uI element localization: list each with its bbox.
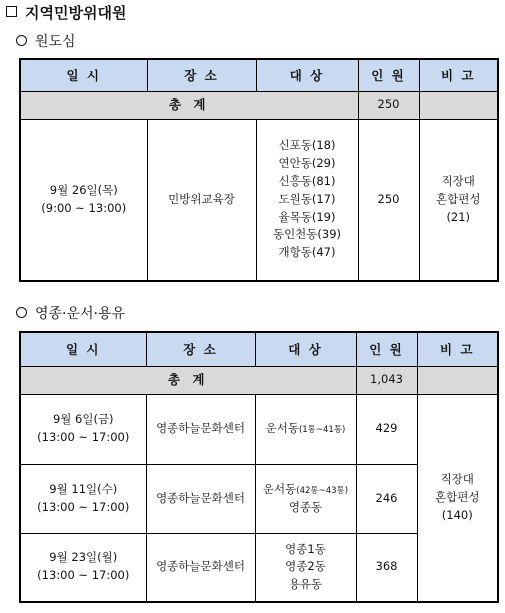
header-place: 장 소 [147, 59, 256, 91]
place-cell: 영종하늘문화센터 [146, 464, 255, 533]
count-cell: 368 [356, 533, 417, 602]
total-row [20, 366, 498, 394]
checkbox-square-icon [6, 6, 17, 17]
datetime-cell: 9월 26일(목) (9:00 ~ 13:00) [20, 119, 147, 281]
count-cell: 429 [356, 394, 417, 464]
header-row [20, 59, 498, 91]
header-count: 인 원 [356, 332, 417, 366]
circle-bullet-icon [16, 35, 27, 46]
table-row [20, 119, 498, 281]
target-cell: 신포동(18) 연안동(29) 신흥동(81) 도원동(17) 율목동(19) 동인천동(39) 개항동(47) [256, 119, 358, 281]
datetime-cell: 9월 23일(월) (13:00 ~ 17:00) [20, 533, 146, 602]
header-note: 비 고 [419, 59, 498, 91]
note-cell: 직장대 혼합편성 (140) [417, 394, 498, 602]
header-row [20, 332, 498, 366]
note-cell: 직장대 혼합편성 (21) [419, 119, 498, 281]
datetime-cell: 9월 11일(수) (13:00 ~ 17:00) [20, 464, 146, 533]
total-row [20, 91, 498, 119]
datetime-cell: 9월 6일(금) (13:00 ~ 17:00) [20, 394, 146, 464]
header-count: 인 원 [358, 59, 419, 91]
header-target: 대 상 [255, 332, 356, 366]
count-cell: 250 [358, 119, 419, 281]
header-place: 장 소 [146, 332, 255, 366]
document-title: 지역민방위대원 [6, 2, 126, 23]
section-title-1: 원도심 [14, 31, 76, 51]
target-cell: 운서동(42통~43통) 영종동 [255, 464, 356, 533]
total-note [419, 91, 498, 119]
header-note: 비 고 [417, 332, 498, 366]
schedule-table-2 [19, 331, 499, 603]
section-title-2: 영종·운서·용유 [14, 303, 125, 323]
target-cell: 영종1동 영종2동 용유동 [255, 533, 356, 602]
place-cell: 민방위교육장 [147, 119, 256, 281]
header-target: 대 상 [256, 59, 358, 91]
place-cell: 영종하늘문화센터 [146, 533, 255, 602]
target-cell: 운서동(1통~41통) [255, 394, 356, 464]
total-label: 총 계 [20, 366, 356, 394]
header-datetime: 일 시 [20, 332, 146, 366]
total-label: 총 계 [20, 91, 358, 119]
total-count: 250 [358, 91, 419, 119]
schedule-table-1 [19, 58, 499, 282]
total-count: 1,043 [356, 366, 417, 394]
circle-bullet-icon [16, 307, 27, 318]
table-row [20, 394, 498, 464]
total-note [417, 366, 498, 394]
place-cell: 영종하늘문화센터 [146, 394, 255, 464]
header-datetime: 일 시 [20, 59, 147, 91]
count-cell: 246 [356, 464, 417, 533]
